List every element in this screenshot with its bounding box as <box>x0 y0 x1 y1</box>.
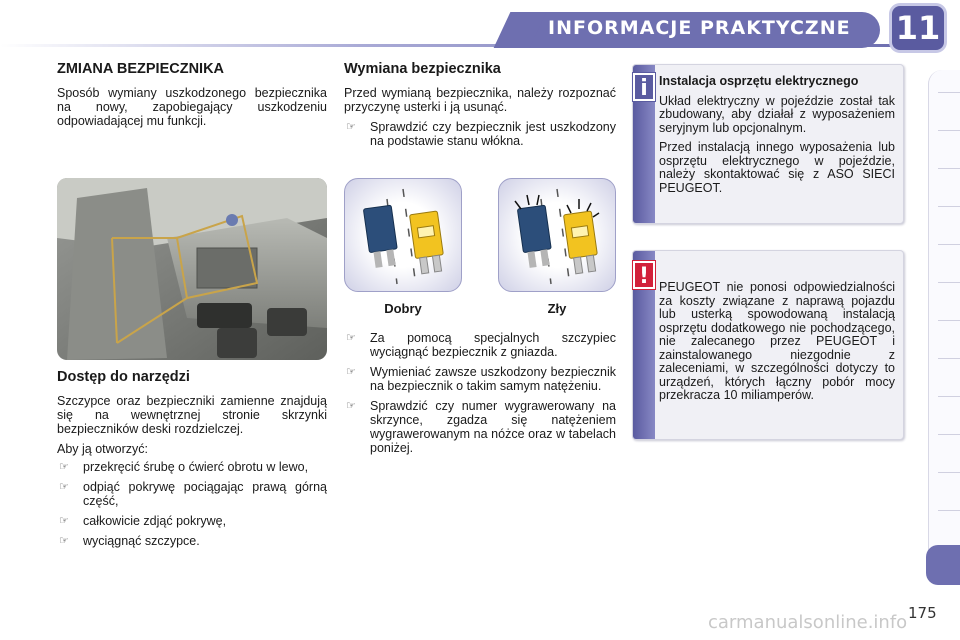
chapter-tab[interactable] <box>938 282 960 283</box>
chapter-tab[interactable] <box>938 206 960 207</box>
hand-pointer-icon: ☞ <box>346 121 356 133</box>
open-steps-list <box>57 460 327 548</box>
section-title-fuse-replacement: Wymiana bezpiecznika <box>344 61 501 77</box>
fuse-bad-illustration <box>498 178 616 292</box>
page-header <box>0 0 960 56</box>
list-item: ☞ całkowicie zdjąć pokrywę, <box>59 514 227 528</box>
list-item: ☞ wyciągnąć szczypce. <box>59 534 200 548</box>
info-panel-body <box>659 75 895 201</box>
hand-pointer-icon: ☞ <box>346 332 356 344</box>
section-text: Szczypce oraz bezpieczniki zamienne znajdują się na wewnętrznej stronie skrzynki bezpieczników deski rozdzielczej. <box>57 394 327 436</box>
warning-icon: ! <box>633 261 655 289</box>
watermark: carmanualsonline.info <box>708 612 908 633</box>
replacement-steps <box>344 331 616 461</box>
open-intro: Aby ją otworzyć: <box>57 442 149 456</box>
info-panel <box>632 64 904 224</box>
info-icon: i <box>633 73 655 101</box>
left-column <box>57 62 327 134</box>
info-panel-text: Przed instalacją innego wyposażenia lub osprzętu elektrycznego w pojeździe, należy skontaktować się z ASO SIECI PEUGEOT. <box>659 140 895 195</box>
section-text: Przed wymianą bezpiecznika, należy rozpoznać przyczynę usterki i ją usunąć. <box>344 86 616 114</box>
tools-access-section <box>57 370 327 554</box>
warning-panel <box>632 250 904 440</box>
fuse-good-illustration <box>344 178 462 292</box>
chapter-tab[interactable] <box>938 358 960 359</box>
hand-pointer-icon: ☞ <box>59 515 69 527</box>
chapter-tab[interactable] <box>938 510 960 511</box>
list-item: ☞ Sprawdzić czy bezpiecznik jest uszkodzony na podstawie stanu włókna. <box>346 120 616 148</box>
middle-column <box>344 62 616 154</box>
fusebox-location-photo <box>57 178 327 360</box>
chapter-tab[interactable] <box>938 244 960 245</box>
info-panel-text: Układ elektryczny w pojeździe został tak zbudowany, aby działał z wyposażeniem seryjnym lub opcjonalnym. <box>659 93 895 135</box>
chapter-tab[interactable] <box>938 130 960 131</box>
list-item: ☞ odpiąć pokrywę pociągając prawą górną część, <box>59 480 327 508</box>
chapter-tab[interactable] <box>938 168 960 169</box>
warning-panel-body <box>659 281 895 409</box>
info-panel-title: Instalacja osprzętu elektrycznego <box>659 74 859 88</box>
chapter-tabs <box>928 70 960 575</box>
hand-pointer-icon: ☞ <box>346 366 356 378</box>
hand-pointer-icon: ☞ <box>346 400 356 412</box>
chapter-tab[interactable] <box>938 396 960 397</box>
chapter-tab-active[interactable] <box>926 545 960 585</box>
replacement-steps-list <box>344 331 616 455</box>
fuse-bad-label: Zły <box>547 301 567 316</box>
hand-pointer-icon: ☞ <box>59 481 69 493</box>
chapter-tab[interactable] <box>938 92 960 93</box>
section-title-tools: Dostęp do narzędzi <box>57 369 190 385</box>
page-number: 175 <box>908 604 937 622</box>
fuse-good-label: Dobry <box>384 301 422 316</box>
list-item: ☞ Sprawdzić czy numer wygrawerowany na skrzynce, zgadza się natężeniem wygrawerowanym na nóżce oraz w tabelach poniżej. <box>346 399 616 455</box>
chapter-badge: 11 <box>892 6 944 50</box>
warning-panel-text: PEUGEOT nie ponosi odpowiedzialności za koszty związane z naprawą pojazdu lub usterką spowodowaną instalacją osprzętu dodatkowego nie pochodzącego, nie zalecanego przez PEUGEOT i zainstalowanego niezgodnie z zaleceniami, w szczególności dotyczy to urządzeń, których łączny pobór mocy przekracza 10 miliamperów. <box>659 280 895 402</box>
section-title-fuse-change: ZMIANA BEZPIECZNIKA <box>57 61 225 77</box>
check-list <box>344 120 616 148</box>
page-title: INFORMACJE PRAKTYCZNE <box>548 17 851 39</box>
hand-pointer-icon: ☞ <box>59 535 69 547</box>
list-item: ☞ przekręcić śrubę o ćwierć obrotu w lewo, <box>59 460 309 474</box>
chapter-tab[interactable] <box>938 320 960 321</box>
chapter-tab[interactable] <box>938 472 960 473</box>
list-item: ☞ Wymieniać zawsze uszkodzony bezpiecznik na bezpiecznik o takim samym natężeniu. <box>346 365 616 393</box>
list-item: ☞ Za pomocą specjalnych szczypiec wyciągnąć bezpiecznik z gniazda. <box>346 331 616 359</box>
chapter-tab[interactable] <box>938 434 960 435</box>
hand-pointer-icon: ☞ <box>59 461 69 473</box>
section-text: Sposób wymiany uszkodzonego bezpiecznika na nowy, zapobiegający uszkodzeniu odpowiadającej mu funkcji. <box>57 86 327 128</box>
